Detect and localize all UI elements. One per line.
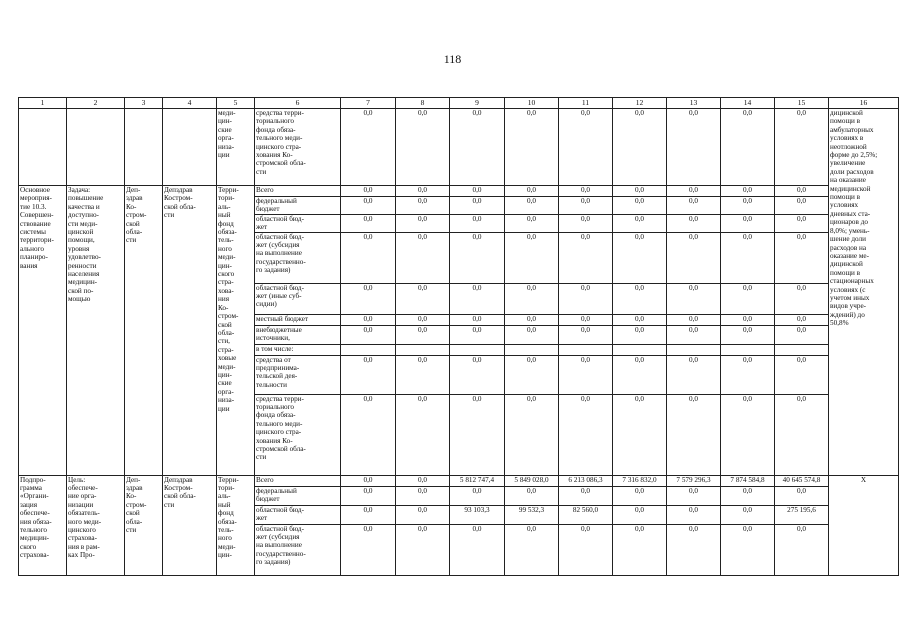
indicator-text: дицинской помощи в амбулаторных условиях в неотложной форме до 2,5%; увеличение доли расходов на оказание медицинской помощи в условиях дневных ста- ционаров до 8,0%; умень- шение доли расходов на оказание ме- дицинской помощи в стационарных условиях (с учетом иных видов учре- ждений) до 50,8% — [829, 109, 899, 476]
task-description: Задача: повышение качества и доступно- сти меди- цинской помощи, уровня удовлетво- ренности населения медицин- ской по- мощью — [67, 186, 125, 476]
funding-source-label: Всего — [255, 186, 341, 197]
value-cell: 0,0 — [559, 186, 613, 197]
value-cell: 0,0 — [559, 283, 613, 314]
value-cell: 0,0 — [721, 314, 775, 325]
activity-name: Основное мероприя- тие 10.3. Совершен- ствование системы территори- ального планиро- вания — [19, 186, 67, 476]
value-cell — [505, 344, 559, 355]
value-cell: 0,0 — [559, 197, 613, 215]
value-cell: 0,0 — [667, 109, 721, 186]
value-cell: 0,0 — [721, 109, 775, 186]
value-cell: 5 849 028,0 — [505, 475, 559, 486]
value-cell: 0,0 — [450, 109, 505, 186]
value-cell: 0,0 — [667, 186, 721, 197]
funding-source-label: средства терри- ториального фонда обяза- тельного меди- цинского стра- хования Ко- стромской обла- сти — [255, 394, 341, 475]
value-cell: 0,0 — [450, 214, 505, 232]
funding-source-label: федеральный бюджет — [255, 197, 341, 215]
value-cell: 0,0 — [559, 325, 613, 344]
value-cell: 7 874 584,8 — [721, 475, 775, 486]
funding-source-label: областной бюд- жет (иные суб- сидии) — [255, 283, 341, 314]
value-cell: 0,0 — [505, 486, 559, 505]
column-number: 16 — [829, 98, 899, 109]
coexecutor: Депздрав Костром- ской обла- сти — [163, 186, 217, 476]
value-cell — [450, 344, 505, 355]
funding-source-label: в том числе: — [255, 344, 341, 355]
value-cell: 0,0 — [341, 475, 396, 486]
value-cell: 0,0 — [505, 355, 559, 394]
value-cell: 0,0 — [505, 232, 559, 283]
value-cell: 0,0 — [450, 314, 505, 325]
value-cell: 0,0 — [613, 314, 667, 325]
empty-cell — [125, 109, 163, 186]
value-cell: 0,0 — [667, 314, 721, 325]
value-cell: 0,0 — [559, 394, 613, 475]
value-cell — [613, 344, 667, 355]
value-cell: 0,0 — [613, 109, 667, 186]
value-cell: 7 579 296,3 — [667, 475, 721, 486]
value-cell: 0,0 — [667, 355, 721, 394]
value-cell: 0,0 — [396, 486, 450, 505]
value-cell: 0,0 — [505, 283, 559, 314]
value-cell: 0,0 — [721, 325, 775, 344]
responsible-executor: Деп- здрав Ко- стром- ской обла- сти — [125, 475, 163, 575]
value-cell: 0,0 — [341, 232, 396, 283]
value-cell: 0,0 — [775, 394, 829, 475]
value-cell: 0,0 — [396, 197, 450, 215]
value-cell: 0,0 — [341, 186, 396, 197]
empty-cell — [19, 109, 67, 186]
value-cell: 0,0 — [613, 355, 667, 394]
budget-table — [18, 97, 899, 576]
value-cell: 99 532,3 — [505, 505, 559, 524]
value-cell: 0,0 — [775, 486, 829, 505]
value-cell — [396, 344, 450, 355]
value-cell — [559, 344, 613, 355]
column-number: 7 — [341, 98, 396, 109]
empty-cell — [163, 109, 217, 186]
column-number: 9 — [450, 98, 505, 109]
value-cell: 0,0 — [721, 355, 775, 394]
value-cell: 0,0 — [721, 394, 775, 475]
value-cell: 0,0 — [559, 214, 613, 232]
value-cell: 0,0 — [396, 325, 450, 344]
column-number: 10 — [505, 98, 559, 109]
value-cell: 0,0 — [559, 524, 613, 575]
value-cell: 0,0 — [559, 355, 613, 394]
value-cell: 0,0 — [396, 214, 450, 232]
funding-source-label: средства от предпринима- тельской дея- тельности — [255, 355, 341, 394]
value-cell: 0,0 — [396, 109, 450, 186]
column-number: 6 — [255, 98, 341, 109]
column-number-row — [19, 98, 899, 109]
value-cell: 0,0 — [775, 283, 829, 314]
value-cell: 0,0 — [505, 109, 559, 186]
value-cell: 0,0 — [341, 325, 396, 344]
value-cell: 0,0 — [341, 283, 396, 314]
table-row — [19, 475, 899, 486]
column-number: 5 — [217, 98, 255, 109]
value-cell: 0,0 — [775, 186, 829, 197]
value-cell: 0,0 — [613, 524, 667, 575]
participant: Терри- тори- аль- ный фонд обяза- тель- ного меди- цин- ского стра- хова- ния Ко- стром- ской обла- сти, стра- ховые меди- цин- ские орга- низа- ции — [217, 186, 255, 476]
funding-source-label: средства терри- ториального фонда обяза- тельного меди- цинского стра- хования Ко- стромской обла- сти — [255, 109, 341, 186]
value-cell: 0,0 — [721, 283, 775, 314]
value-cell: 0,0 — [613, 486, 667, 505]
value-cell: 6 213 086,3 — [559, 475, 613, 486]
value-cell: 0,0 — [721, 524, 775, 575]
value-cell: 0,0 — [396, 475, 450, 486]
column-number: 13 — [667, 98, 721, 109]
funding-source-label: областной бюд- жет (субсидия на выполнение государственно- го задания) — [255, 232, 341, 283]
value-cell: 0,0 — [450, 394, 505, 475]
value-cell — [341, 344, 396, 355]
funding-source-label: местный бюджет — [255, 314, 341, 325]
value-cell: 0,0 — [775, 325, 829, 344]
value-cell: 0,0 — [667, 197, 721, 215]
funding-source-label: областной бюд- жет — [255, 505, 341, 524]
value-cell: 0,0 — [505, 524, 559, 575]
value-cell: 0,0 — [721, 486, 775, 505]
value-cell: 0,0 — [721, 197, 775, 215]
value-cell: 5 812 747,4 — [450, 475, 505, 486]
value-cell: 0,0 — [341, 314, 396, 325]
value-cell: 0,0 — [396, 355, 450, 394]
column-number: 11 — [559, 98, 613, 109]
table-row — [19, 186, 899, 197]
funding-source-label: областной бюд- жет — [255, 214, 341, 232]
value-cell: 0,0 — [559, 109, 613, 186]
value-cell: 0,0 — [613, 394, 667, 475]
value-cell — [721, 344, 775, 355]
value-cell: 0,0 — [775, 524, 829, 575]
funding-source-label: внебюджетные источники, — [255, 325, 341, 344]
value-cell: 0,0 — [341, 109, 396, 186]
value-cell: 0,0 — [450, 524, 505, 575]
value-cell: 0,0 — [775, 197, 829, 215]
value-cell: 0,0 — [341, 394, 396, 475]
value-cell: 0,0 — [505, 325, 559, 344]
funding-source-label: федеральный бюджет — [255, 486, 341, 505]
value-cell: 0,0 — [505, 314, 559, 325]
value-cell: 0,0 — [667, 524, 721, 575]
page-number: 118 — [443, 52, 462, 66]
value-cell: 0,0 — [613, 283, 667, 314]
value-cell: 0,0 — [613, 186, 667, 197]
value-cell: 0,0 — [667, 505, 721, 524]
value-cell: 0,0 — [450, 355, 505, 394]
funding-source-label: Всего — [255, 475, 341, 486]
value-cell: 0,0 — [450, 197, 505, 215]
column-number: 15 — [775, 98, 829, 109]
value-cell: 0,0 — [721, 505, 775, 524]
value-cell: 0,0 — [450, 232, 505, 283]
value-cell: 0,0 — [505, 214, 559, 232]
value-cell: 0,0 — [667, 232, 721, 283]
column-number: 3 — [125, 98, 163, 109]
value-cell: 0,0 — [341, 524, 396, 575]
value-cell: 93 103,3 — [450, 505, 505, 524]
value-cell: 40 645 574,8 — [775, 475, 829, 486]
value-cell: 0,0 — [341, 505, 396, 524]
executor-cell: меди- цин- ские орга- низа- ции — [217, 109, 255, 186]
value-cell: 0,0 — [396, 505, 450, 524]
column-number: 4 — [163, 98, 217, 109]
value-cell — [667, 344, 721, 355]
value-cell: 0,0 — [775, 232, 829, 283]
value-cell: 0,0 — [450, 186, 505, 197]
value-cell: 0,0 — [613, 214, 667, 232]
column-number: 12 — [613, 98, 667, 109]
value-cell: 0,0 — [613, 197, 667, 215]
value-cell: 0,0 — [667, 214, 721, 232]
participant: Терри- тори- аль- ный фонд обяза- тель- ного меди- цин- — [217, 475, 255, 575]
value-cell: 0,0 — [505, 186, 559, 197]
empty-cell — [67, 109, 125, 186]
value-cell: 0,0 — [450, 325, 505, 344]
value-cell: 0,0 — [396, 524, 450, 575]
value-cell: 0,0 — [396, 186, 450, 197]
value-cell: 0,0 — [775, 109, 829, 186]
value-cell: 0,0 — [667, 486, 721, 505]
value-cell: 0,0 — [505, 197, 559, 215]
value-cell: 82 560,0 — [559, 505, 613, 524]
value-cell: 0,0 — [450, 486, 505, 505]
value-cell: 0,0 — [396, 394, 450, 475]
value-cell: 0,0 — [396, 283, 450, 314]
value-cell: 0,0 — [613, 505, 667, 524]
indicator-cell: X — [829, 475, 899, 575]
value-cell: 0,0 — [775, 314, 829, 325]
column-number: 1 — [19, 98, 67, 109]
coexecutor: Депздрав Костром- ской обла- сти — [163, 475, 217, 575]
subprogram-name: Подпро- грамма «Органи- зация обеспече- ния обяза- тельного медицин- ского страхова- — [19, 475, 67, 575]
value-cell: 0,0 — [667, 394, 721, 475]
value-cell: 0,0 — [559, 232, 613, 283]
table-row — [19, 109, 899, 186]
value-cell: 0,0 — [721, 186, 775, 197]
value-cell: 0,0 — [721, 232, 775, 283]
value-cell: 0,0 — [721, 214, 775, 232]
value-cell: 0,0 — [775, 355, 829, 394]
value-cell: 0,0 — [667, 283, 721, 314]
value-cell: 0,0 — [341, 355, 396, 394]
value-cell: 0,0 — [505, 394, 559, 475]
value-cell: 0,0 — [341, 214, 396, 232]
goal-description: Цель: обеспече- ние орга- низации обязатель- ного меди- цинского страхова- ния в рам- ках Про- — [67, 475, 125, 575]
column-number: 8 — [396, 98, 450, 109]
value-cell: 0,0 — [396, 314, 450, 325]
value-cell: 0,0 — [667, 325, 721, 344]
funding-source-label: областной бюд- жет (субсидия на выполнение государственно- го задания) — [255, 524, 341, 575]
value-cell: 0,0 — [613, 325, 667, 344]
value-cell: 0,0 — [450, 283, 505, 314]
value-cell: 0,0 — [559, 486, 613, 505]
responsible-executor: Деп- здрав Ко- стром- ской обла- сти — [125, 186, 163, 476]
value-cell: 0,0 — [613, 232, 667, 283]
value-cell: 0,0 — [396, 232, 450, 283]
value-cell: 275 195,6 — [775, 505, 829, 524]
value-cell: 7 316 832,0 — [613, 475, 667, 486]
value-cell: 0,0 — [775, 214, 829, 232]
value-cell — [775, 344, 829, 355]
value-cell: 0,0 — [341, 486, 396, 505]
value-cell: 0,0 — [341, 197, 396, 215]
value-cell: 0,0 — [559, 314, 613, 325]
column-number: 2 — [67, 98, 125, 109]
column-number: 14 — [721, 98, 775, 109]
